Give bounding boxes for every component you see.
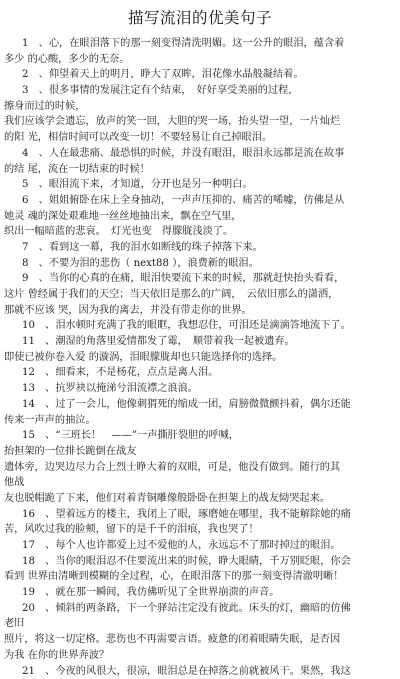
text-line: 织出一幅暗蓝的悲哀。 灯光也变 得朦胧浅淡了。	[0, 224, 400, 240]
text-line: 13 、抗罗袂以掩涕兮泪流襟之浪浪。	[0, 381, 400, 397]
text-line: 照片，将这一切定格。悲伤也不再需要言语。疲惫的闭着眼睛失眠，是否因	[0, 632, 400, 648]
text-line: 14 、过了一会儿，他像刺猬死的缩成一团，肩膀微微颤抖着，偶尔还能	[0, 397, 400, 413]
text-line: 2 、仰望着天上的明月，睁大了双眸，泪花像水晶般凝结着。	[0, 67, 400, 83]
text-line: 15 、“三班长！ ——”一声撕肝裂胆的呼喊，	[0, 428, 400, 444]
text-line: 苦，风吹过我的脸颊，留下的是千千的泪痕，我也哭了！	[0, 522, 400, 538]
text-line: 20 、倾斜的两条路，下一个驿站注定没有彼此。床头的灯，幽暗的仿佛	[0, 601, 400, 617]
text-line: 传来一声声的抽泣。	[0, 413, 400, 429]
text-line: 的阳 光，相信时间可以改变一切！不要轻易让自己掉眼泪。	[0, 130, 400, 146]
text-line: 抬担架的一位排长跪倒在战友	[0, 444, 400, 460]
text-line: 16 、望着远方的楼主，我闭上了眼，琢磨她在哪里，我不能解除她的痛	[0, 507, 400, 523]
text-line: 的结 尾，流在一切结束的时候！	[0, 162, 400, 178]
text-line: 为我 在你的世界奔波？	[0, 648, 400, 664]
page-title: 描写流泪的优美句子	[0, 8, 400, 28]
text-line: 6 、姐姐俯卧在床上全身抽动，一声声压抑的、痛苦的唏嘘，仿佛是从	[0, 193, 400, 209]
text-line: 21 、今夜的风很大，很凉，眼泪总是在掉落之前就被风干。果然，我这	[0, 664, 400, 679]
text-line: 12 、细看来，不是杨花，点点是离人泪。	[0, 365, 400, 381]
text-line: 3 、很多事情的发展注定有个结束， 好好享受美丽的过程，	[0, 83, 400, 99]
text-line: 1 、心，在眼泪落下的那一刻变得清洗明媚。这一公升的眼泪，蕴含着	[0, 36, 400, 52]
text-line: 17 、每个人也许都爱上过不爱他的人，永远忘不了那时掉过的眼泪。	[0, 538, 400, 554]
text-line: 4 、人在最悲痛、最恐惧的时候，并没有眼泪，眼泪永远都是流在故事	[0, 146, 400, 162]
text-line: 8 、不要为泪的悲伤（ next88 ），浪费新的眼泪。	[0, 256, 400, 272]
text-line: 擦身而过的时候，	[0, 99, 400, 115]
text-line: 即使已被你卷入爱 的漩涡，泪眼朦胧却也只能选择你的选择。	[0, 350, 400, 366]
text-line: 遗体旁，边哭边尽力合上烈士睁大着的双眼，可是，他没有做到。随行的其	[0, 460, 400, 476]
text-line: 那就不应该 哭，因为我的离去，并没有带走你的世界。	[0, 303, 400, 319]
text-line: 多少 的心酸，多少的无奈。	[0, 52, 400, 68]
text-line: 7 、看到这一幕，我的泪水如断线的珠子掉落下来。	[0, 240, 400, 256]
text-line: 18 、当你的眼泪忍不住要流出来的时候，睁大眼睛，千万别眨眼，你会	[0, 554, 400, 570]
text-line: 友也脱帽跪了下来，他们对着青铜雕像般卧卧在担架上的战友恸哭起来。	[0, 491, 400, 507]
text-line: 我们应该学会遗忘，放声的笑一回，大胆的哭一场，抬头望一望，一片灿烂	[0, 114, 400, 130]
body-text	[0, 36, 400, 679]
text-line: 他战	[0, 475, 400, 491]
text-line: 这片 曾经属于我们的天空；当天依旧是那么的广阔， 云依旧那么的潇洒，	[0, 287, 400, 303]
text-line: 11 、潮湿的角落里爱情都发了霉， 顺带着我一起被遗弃。	[0, 334, 400, 350]
text-line: 老旧	[0, 616, 400, 632]
text-line: 她灵 魂的深处艰难地一丝丝地抽出来，飘在空气里，	[0, 209, 400, 225]
text-line: 5 、眼泪流下来，才知道，分开也是另一种明白。	[0, 177, 400, 193]
text-line: 9 、当你的心真的在痛，眼泪快要流下来的时候，那就赶快抬头看看，	[0, 271, 400, 287]
text-line: 19 、就在那一瞬间，我仿佛听见了全世界崩溃的声音。	[0, 585, 400, 601]
text-line: 10 、泪水顿时充满了我的眼眶，我想忍住，可泪还是滴滴答地流下了。	[0, 318, 400, 334]
text-line: 看到 世界由清晰到模糊的全过程，心，在眼泪落下的那一刻变得清澈明晰！	[0, 569, 400, 585]
